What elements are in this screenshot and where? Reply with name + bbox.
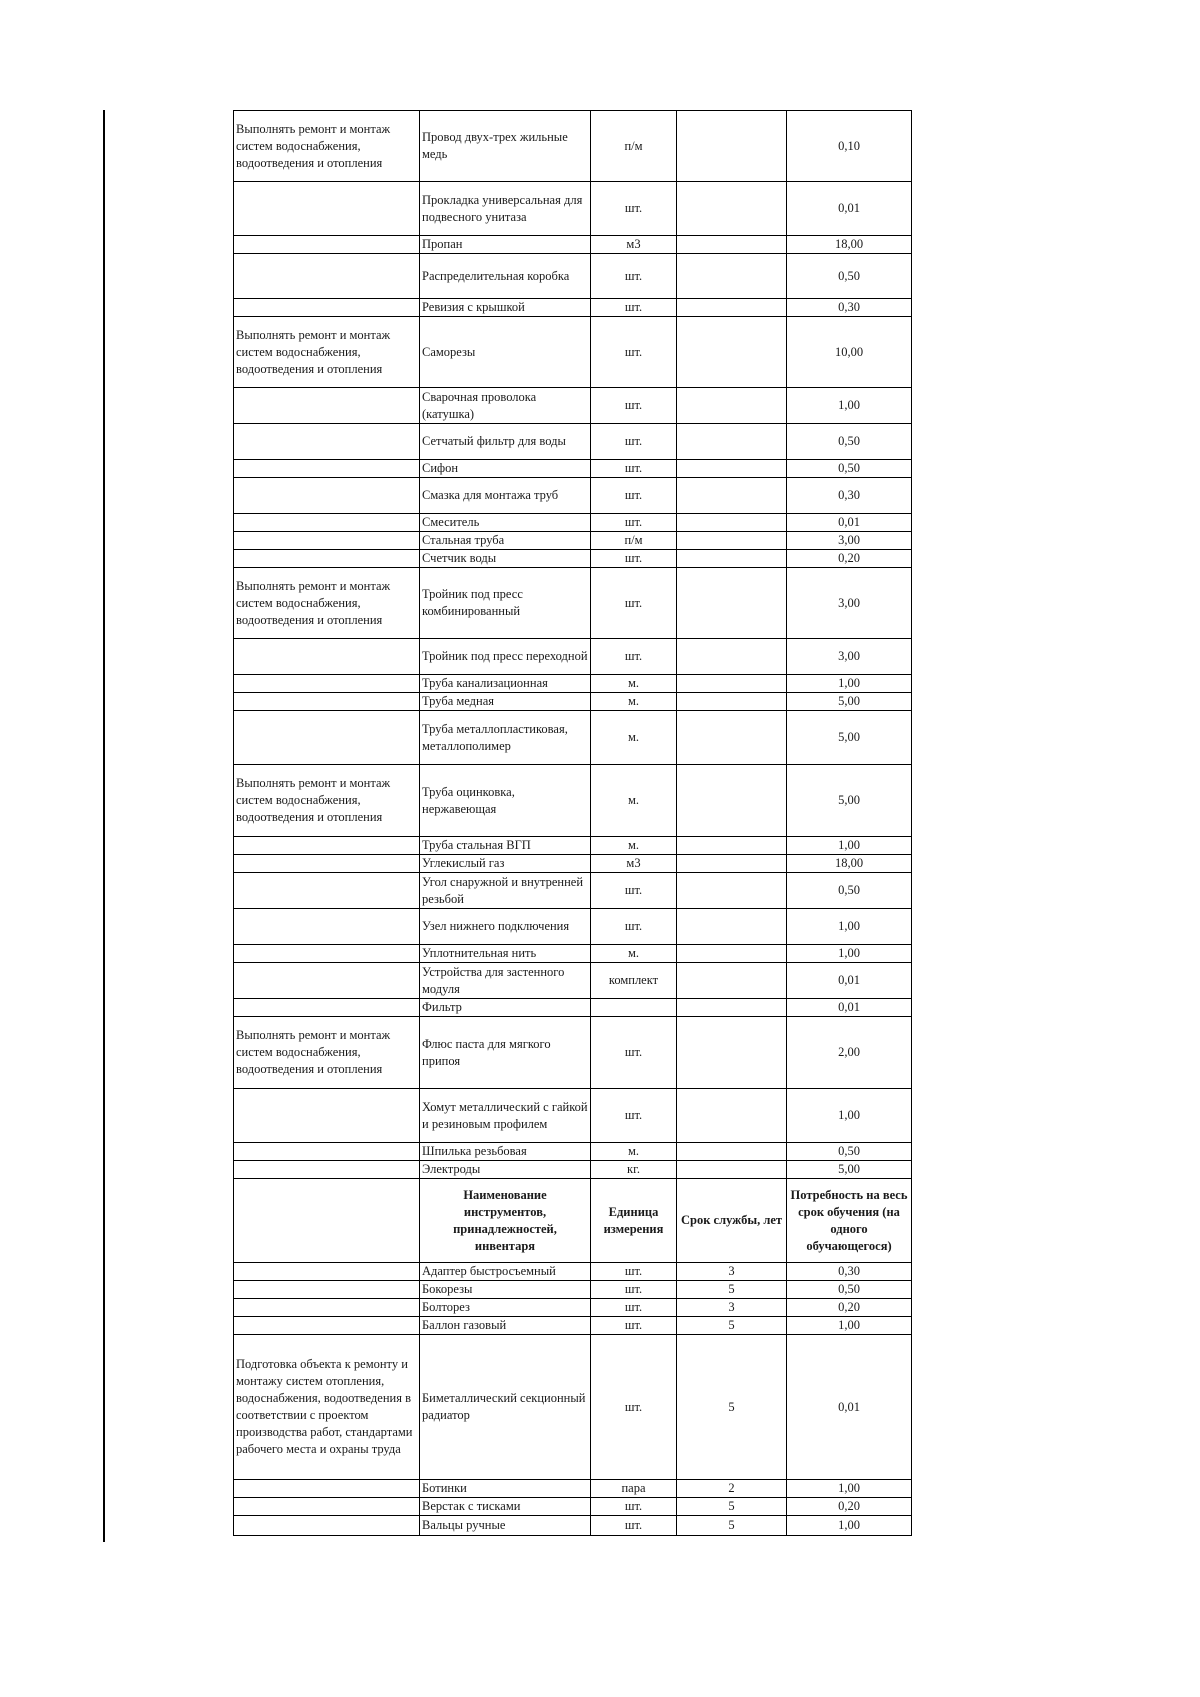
table-row xyxy=(234,317,912,388)
item-name-cell: Узел нижнего подключения xyxy=(420,909,591,945)
task-cell xyxy=(234,909,420,945)
task-cell xyxy=(234,639,420,675)
quantity-cell: 0,01 xyxy=(787,963,912,999)
table-row xyxy=(234,1089,912,1143)
task-cell: Выполнять ремонт и монтаж систем водоснабжения, водоотведения и отопления xyxy=(234,317,420,388)
table-row xyxy=(234,460,912,478)
table-row xyxy=(234,182,912,236)
item-name-cell: Стальная труба xyxy=(420,532,591,550)
unit-cell: шт. xyxy=(591,1335,677,1480)
quantity-cell: 1,00 xyxy=(787,837,912,855)
quantity-cell: 1,00 xyxy=(787,945,912,963)
task-cell: Выполнять ремонт и монтаж систем водоснабжения, водоотведения и отопления xyxy=(234,1017,420,1089)
quantity-cell: 1,00 xyxy=(787,1089,912,1143)
quantity-cell: 0,30 xyxy=(787,299,912,317)
service-life-cell xyxy=(677,388,787,424)
table-row xyxy=(234,873,912,909)
service-life-cell xyxy=(677,182,787,236)
task-cell xyxy=(234,675,420,693)
service-life-cell: 3 xyxy=(677,1299,787,1317)
table-row xyxy=(234,1516,912,1536)
tools-header-row xyxy=(234,1179,912,1263)
quantity-cell: 5,00 xyxy=(787,1161,912,1179)
quantity-cell: 10,00 xyxy=(787,317,912,388)
table-row xyxy=(234,999,912,1017)
quantity-cell: 0,01 xyxy=(787,999,912,1017)
table-row xyxy=(234,1299,912,1317)
service-life-cell xyxy=(677,254,787,299)
unit-cell: шт. xyxy=(591,299,677,317)
quantity-cell: 0,30 xyxy=(787,1263,912,1281)
task-cell xyxy=(234,1161,420,1179)
unit-cell: шт. xyxy=(591,1017,677,1089)
item-name-cell: Счетчик воды xyxy=(420,550,591,568)
item-name-cell: Пропан xyxy=(420,236,591,254)
item-name-cell: Прокладка универсальная для подвесного унитаза xyxy=(420,182,591,236)
item-name-cell: Электроды xyxy=(420,1161,591,1179)
table-row xyxy=(234,1281,912,1299)
service-life-cell xyxy=(677,424,787,460)
quantity-cell: 5,00 xyxy=(787,711,912,765)
task-cell xyxy=(234,873,420,909)
table-row xyxy=(234,299,912,317)
unit-cell: шт. xyxy=(591,1281,677,1299)
task-cell xyxy=(234,1281,420,1299)
service-life-cell xyxy=(677,299,787,317)
service-life-cell xyxy=(677,855,787,873)
item-name-cell: Смазка для монтажа труб xyxy=(420,478,591,514)
unit-cell: шт. xyxy=(591,1498,677,1516)
service-life-cell xyxy=(677,111,787,182)
task-cell xyxy=(234,299,420,317)
item-name-cell: Провод двух-трех жильные медь xyxy=(420,111,591,182)
task-cell xyxy=(234,1317,420,1335)
service-life-cell xyxy=(677,1161,787,1179)
service-life-cell xyxy=(677,999,787,1017)
quantity-cell: 1,00 xyxy=(787,1480,912,1498)
service-life-cell xyxy=(677,963,787,999)
task-cell xyxy=(234,254,420,299)
service-life-cell xyxy=(677,639,787,675)
unit-cell: шт. xyxy=(591,424,677,460)
unit-cell: шт. xyxy=(591,873,677,909)
header-blank-cell xyxy=(234,1179,420,1263)
table-row xyxy=(234,514,912,532)
quantity-cell: 0,50 xyxy=(787,254,912,299)
unit-cell: кг. xyxy=(591,1161,677,1179)
quantity-cell: 18,00 xyxy=(787,855,912,873)
quantity-cell: 18,00 xyxy=(787,236,912,254)
task-cell xyxy=(234,837,420,855)
unit-cell: комплект xyxy=(591,963,677,999)
item-name-cell: Труба металлопластиковая, металлополимер xyxy=(420,711,591,765)
unit-cell: шт. xyxy=(591,254,677,299)
task-cell xyxy=(234,460,420,478)
quantity-cell: 0,50 xyxy=(787,873,912,909)
service-life-cell xyxy=(677,945,787,963)
quantity-cell: 0,01 xyxy=(787,182,912,236)
item-name-cell: Сифон xyxy=(420,460,591,478)
service-life-cell xyxy=(677,837,787,855)
service-life-cell xyxy=(677,1143,787,1161)
unit-cell: м. xyxy=(591,765,677,837)
quantity-cell: 3,00 xyxy=(787,639,912,675)
task-cell xyxy=(234,963,420,999)
unit-cell: шт. xyxy=(591,1299,677,1317)
header-name: Наименование инструментов, принадлежностей, инвентаря xyxy=(420,1179,591,1263)
item-name-cell: Углекислый газ xyxy=(420,855,591,873)
unit-cell: шт. xyxy=(591,460,677,478)
item-name-cell: Уплотнительная нить xyxy=(420,945,591,963)
header-life: Срок службы, лет xyxy=(677,1179,787,1263)
table-row xyxy=(234,1161,912,1179)
table-row xyxy=(234,639,912,675)
unit-cell: м3 xyxy=(591,855,677,873)
unit-cell: шт. xyxy=(591,514,677,532)
service-life-cell xyxy=(677,550,787,568)
item-name-cell: Труба стальная ВГП xyxy=(420,837,591,855)
quantity-cell: 0,50 xyxy=(787,1143,912,1161)
table-row xyxy=(234,236,912,254)
quantity-cell: 0,30 xyxy=(787,478,912,514)
unit-cell: п/м xyxy=(591,532,677,550)
item-name-cell: Труба медная xyxy=(420,693,591,711)
task-cell: Выполнять ремонт и монтаж систем водоснабжения, водоотведения и отопления xyxy=(234,765,420,837)
quantity-cell: 0,50 xyxy=(787,460,912,478)
table-row xyxy=(234,765,912,837)
unit-cell: шт. xyxy=(591,388,677,424)
quantity-cell: 3,00 xyxy=(787,532,912,550)
task-cell: Выполнять ремонт и монтаж систем водоснабжения, водоотведения и отопления xyxy=(234,568,420,639)
task-cell xyxy=(234,999,420,1017)
table-row xyxy=(234,1480,912,1498)
service-life-cell xyxy=(677,532,787,550)
unit-cell xyxy=(591,999,677,1017)
service-life-cell: 5 xyxy=(677,1498,787,1516)
item-name-cell: Хомут металлический с гайкой и резиновым профилем xyxy=(420,1089,591,1143)
table-row xyxy=(234,1498,912,1516)
table-row xyxy=(234,111,912,182)
item-name-cell: Верстак с тисками xyxy=(420,1498,591,1516)
item-name-cell: Угол снаружной и внутренней резьбой xyxy=(420,873,591,909)
unit-cell: м. xyxy=(591,945,677,963)
unit-cell: шт. xyxy=(591,1317,677,1335)
header-unit: Единица измерения xyxy=(591,1179,677,1263)
quantity-cell: 2,00 xyxy=(787,1017,912,1089)
quantity-cell: 0,10 xyxy=(787,111,912,182)
service-life-cell xyxy=(677,460,787,478)
task-cell xyxy=(234,478,420,514)
quantity-cell: 1,00 xyxy=(787,388,912,424)
service-life-cell xyxy=(677,1089,787,1143)
unit-cell: шт. xyxy=(591,182,677,236)
service-life-cell xyxy=(677,711,787,765)
unit-cell: п/м xyxy=(591,111,677,182)
unit-cell: м. xyxy=(591,837,677,855)
service-life-cell: 3 xyxy=(677,1263,787,1281)
item-name-cell: Ревизия с крышкой xyxy=(420,299,591,317)
service-life-cell xyxy=(677,514,787,532)
service-life-cell: 5 xyxy=(677,1335,787,1480)
service-life-cell xyxy=(677,568,787,639)
item-name-cell: Бокорезы xyxy=(420,1281,591,1299)
table-row xyxy=(234,478,912,514)
unit-cell: м. xyxy=(591,1143,677,1161)
task-cell xyxy=(234,855,420,873)
table-row xyxy=(234,711,912,765)
item-name-cell: Ботинки xyxy=(420,1480,591,1498)
service-life-cell xyxy=(677,1017,787,1089)
unit-cell: шт. xyxy=(591,568,677,639)
unit-cell: шт. xyxy=(591,639,677,675)
service-life-cell xyxy=(677,236,787,254)
quantity-cell: 0,01 xyxy=(787,514,912,532)
task-cell xyxy=(234,945,420,963)
unit-cell: шт. xyxy=(591,550,677,568)
item-name-cell: Саморезы xyxy=(420,317,591,388)
quantity-cell: 1,00 xyxy=(787,675,912,693)
unit-cell: шт. xyxy=(591,317,677,388)
table-row xyxy=(234,963,912,999)
quantity-cell: 0,01 xyxy=(787,1335,912,1480)
task-cell xyxy=(234,514,420,532)
task-cell xyxy=(234,1143,420,1161)
service-life-cell xyxy=(677,675,787,693)
header-need: Потребность на весь срок обучения (на одного обучающегося) xyxy=(787,1179,912,1263)
unit-cell: м. xyxy=(591,675,677,693)
item-name-cell: Болторез xyxy=(420,1299,591,1317)
service-life-cell xyxy=(677,317,787,388)
service-life-cell: 2 xyxy=(677,1480,787,1498)
item-name-cell: Труба оцинковка, нержавеющая xyxy=(420,765,591,837)
table-row xyxy=(234,568,912,639)
unit-cell: м3 xyxy=(591,236,677,254)
unit-cell: шт. xyxy=(591,1516,677,1536)
service-life-cell xyxy=(677,909,787,945)
table-row xyxy=(234,550,912,568)
table-row xyxy=(234,424,912,460)
item-name-cell: Сетчатый фильтр для воды xyxy=(420,424,591,460)
service-life-cell xyxy=(677,765,787,837)
quantity-cell: 1,00 xyxy=(787,909,912,945)
unit-cell: шт. xyxy=(591,1089,677,1143)
quantity-cell: 1,00 xyxy=(787,1516,912,1536)
item-name-cell: Шпилька резьбовая xyxy=(420,1143,591,1161)
table-row xyxy=(234,1263,912,1281)
quantity-cell: 0,50 xyxy=(787,424,912,460)
item-name-cell: Тройник под пресс комбинированный xyxy=(420,568,591,639)
task-cell xyxy=(234,550,420,568)
service-life-cell xyxy=(677,693,787,711)
task-cell xyxy=(234,693,420,711)
unit-cell: м. xyxy=(591,711,677,765)
task-cell xyxy=(234,1480,420,1498)
quantity-cell: 1,00 xyxy=(787,1317,912,1335)
table-row xyxy=(234,837,912,855)
materials-tools-table xyxy=(233,110,912,1536)
task-cell xyxy=(234,1498,420,1516)
item-name-cell: Смеситель xyxy=(420,514,591,532)
unit-cell: пара xyxy=(591,1480,677,1498)
item-name-cell: Адаптер быстросъемный xyxy=(420,1263,591,1281)
item-name-cell: Баллон газовый xyxy=(420,1317,591,1335)
task-cell xyxy=(234,532,420,550)
task-cell xyxy=(234,1299,420,1317)
table-row xyxy=(234,675,912,693)
item-name-cell: Тройник под пресс переходной xyxy=(420,639,591,675)
task-cell: Выполнять ремонт и монтаж систем водоснабжения, водоотведения и отопления xyxy=(234,111,420,182)
item-name-cell: Сварочная проволока (катушка) xyxy=(420,388,591,424)
unit-cell: шт. xyxy=(591,478,677,514)
table-row xyxy=(234,1317,912,1335)
table-row xyxy=(234,909,912,945)
table-row xyxy=(234,945,912,963)
task-cell xyxy=(234,182,420,236)
item-name-cell: Флюс паста для мягкого припоя xyxy=(420,1017,591,1089)
table-row xyxy=(234,1335,912,1480)
item-name-cell: Устройства для застенного модуля xyxy=(420,963,591,999)
service-life-cell: 5 xyxy=(677,1516,787,1536)
quantity-cell: 0,20 xyxy=(787,1299,912,1317)
quantity-cell: 5,00 xyxy=(787,693,912,711)
task-cell xyxy=(234,236,420,254)
item-name-cell: Вальцы ручные xyxy=(420,1516,591,1536)
item-name-cell: Распределительная коробка xyxy=(420,254,591,299)
quantity-cell: 0,20 xyxy=(787,1498,912,1516)
task-cell xyxy=(234,1516,420,1536)
item-name-cell: Биметаллический секционный радиатор xyxy=(420,1335,591,1480)
unit-cell: шт. xyxy=(591,909,677,945)
service-life-cell xyxy=(677,478,787,514)
item-name-cell: Фильтр xyxy=(420,999,591,1017)
unit-cell: шт. xyxy=(591,1263,677,1281)
table-row xyxy=(234,532,912,550)
quantity-cell: 0,20 xyxy=(787,550,912,568)
task-cell xyxy=(234,1089,420,1143)
table-row xyxy=(234,254,912,299)
quantity-cell: 0,50 xyxy=(787,1281,912,1299)
table-row xyxy=(234,1017,912,1089)
table-row xyxy=(234,855,912,873)
service-life-cell xyxy=(677,873,787,909)
task-cell xyxy=(234,1263,420,1281)
task-cell xyxy=(234,388,420,424)
service-life-cell: 5 xyxy=(677,1317,787,1335)
service-life-cell: 5 xyxy=(677,1281,787,1299)
unit-cell: м. xyxy=(591,693,677,711)
quantity-cell: 3,00 xyxy=(787,568,912,639)
quantity-cell: 5,00 xyxy=(787,765,912,837)
table-row xyxy=(234,693,912,711)
task-cell xyxy=(234,424,420,460)
task-cell: Подготовка объекта к ремонту и монтажу систем отопления, водоснабжения, водоотведения в соответствии с проектом производства работ, стандартами рабочего места и охраны труда xyxy=(234,1335,420,1480)
table-row xyxy=(234,388,912,424)
item-name-cell: Труба канализационная xyxy=(420,675,591,693)
task-cell xyxy=(234,711,420,765)
table-row xyxy=(234,1143,912,1161)
left-margin-rule xyxy=(103,110,105,1542)
